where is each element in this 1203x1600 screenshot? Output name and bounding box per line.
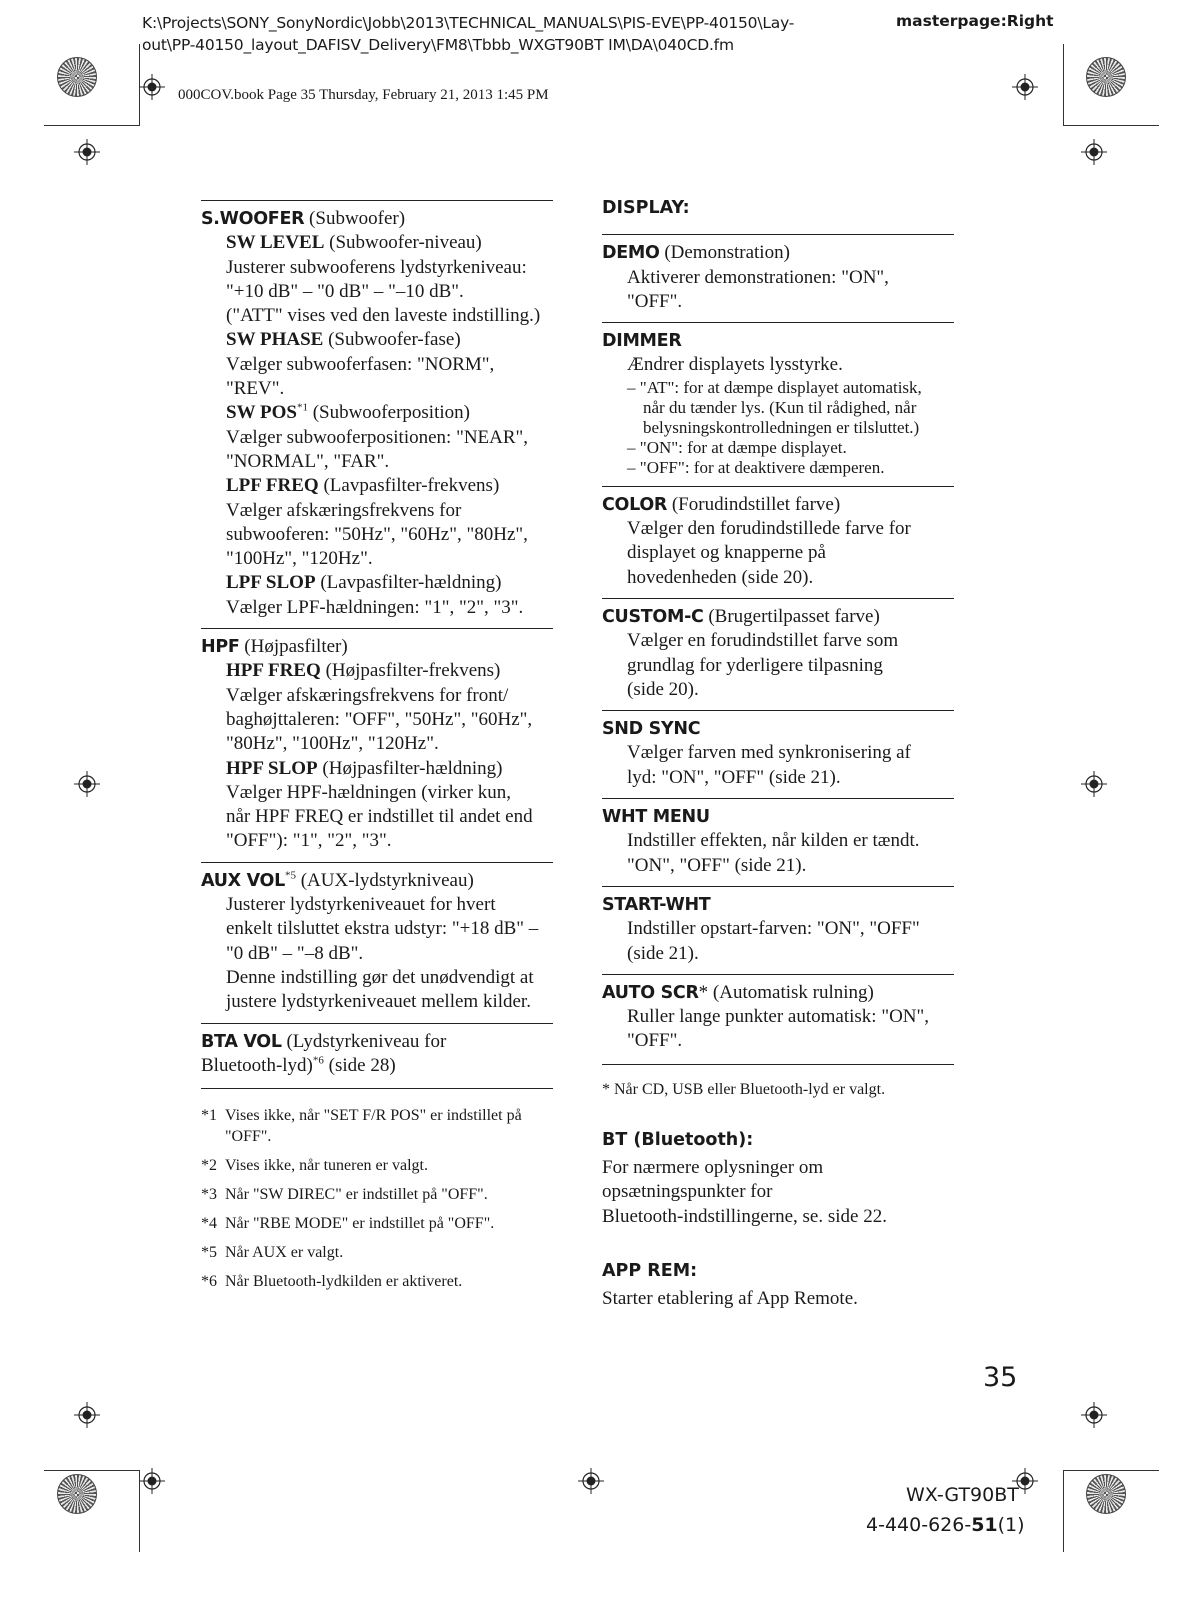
text-line: – "AT": for at dæmpe displayet automatisk, [627,377,922,397]
footnote-text: Når "RBE MODE" er indstillet på "OFF". [225,1215,495,1233]
keyword-auto-scr: AUTO SCR [602,982,699,1003]
registration-rosette-icon [57,57,97,97]
footnote [201,1271,553,1292]
footnote-mark: *5 [201,1244,217,1262]
section-custom-c [602,598,954,710]
keyword-hpf-slop: HPF SLOP [226,757,318,779]
footnote-text: Når Bluetooth-lydkilden er aktiveret. [225,1273,463,1291]
section-snd-sync [602,710,954,798]
section-title: (Lydstyrkeniveau for [281,1030,447,1052]
footnote [201,1242,553,1263]
text-line: (side 28) [323,1054,396,1076]
footnote-mark: *3 [201,1186,217,1204]
text-line: Denne indstilling gør det unødvendigt at [226,966,534,988]
footnote [201,1105,553,1147]
part-number-bold: 51 [971,1514,998,1536]
text-line: Vælger subwooferpositionen: "NEAR", [226,426,529,448]
footnote [201,1213,553,1234]
section-color [602,486,954,598]
keyword-bta-vol: BTA VOL [201,1031,282,1052]
text-line: grundlag for yderligere tilpasning [627,654,883,676]
item-title: (Subwoofer-niveau) [324,232,482,254]
section-demo [602,234,954,322]
keyword-snd-sync: SND SYNC [602,719,701,740]
item-title: (Subwooferposition) [307,402,470,424]
crosshair-icon [1012,74,1038,100]
text-line: justere lydstyrkeniveauet mellem kilder. [226,991,531,1013]
text-line: Vælger subwooferfasen: "NORM", [226,353,495,375]
keyword-color: COLOR [602,494,668,515]
footnote-ref: *6 [312,1054,324,1067]
text-line: Indstiller opstart-farven: "ON", "OFF" [627,918,920,940]
model-number: WX-GT90BT [906,1484,1019,1506]
text-line: Indstiller effekten, når kilden er tændt. [627,830,920,852]
crosshair-icon [1081,771,1107,797]
keyword-swoofer: S.WOOFER [201,209,305,229]
footnote-text: Vises ikke, når "SET F/R POS" er indstillet på "OFF". [225,1107,522,1146]
keyword-hpf: HPF [201,637,240,658]
keyword-start-wht: START-WHT [602,894,711,915]
footnote-mark: *6 [201,1273,217,1291]
crosshair-icon [74,771,100,797]
text-line: "80Hz", "100Hz", "120Hz". [226,733,439,755]
book-info: 000COV.book Page 35 Thursday, February 21, 2013 1:45 PM [178,87,549,103]
text-line: Ruller lange punkter automatisk: "ON", [627,1006,930,1028]
registration-rosette-icon [1086,1474,1126,1514]
footnote-mark: *1 [201,1107,217,1125]
part-number [866,1514,1025,1536]
section-bta-vol [201,1023,553,1090]
footnote-ref: * [698,981,709,1003]
footnote [201,1184,553,1205]
text-line: "+10 dB" – "0 dB" – "–10 dB". [226,280,464,302]
text-line: subwooferen: "50Hz", "60Hz", "80Hz", [226,523,528,545]
crosshair-icon [74,139,100,165]
keyword-sw-level: SW LEVEL [226,232,325,254]
text-line: lyd: "ON", "OFF" (side 21). [627,766,841,788]
text-line: baghøjttaleren: "OFF", "50Hz", "60Hz", [226,708,533,730]
section-title: (Demonstration) [659,242,790,264]
text-line: Vælger den forudindstillede farve for [627,518,911,540]
text-line: hovedenheden (side 20). [627,566,814,588]
item-title: (Højpasfilter-frekvens) [320,660,501,682]
text-line: (side 20). [627,678,699,700]
text-line: "NORMAL", "FAR". [226,450,390,472]
file-path-line-1: K:\Projects\SONY_SonyNordic\Jobb\2013\TECHNICAL_MANUALS\PIS-EVE\PP-40150\Lay- [142,14,795,32]
text-line: "OFF". [627,290,683,312]
footnote-text: Når AUX er valgt. [225,1244,344,1262]
keyword-wht-menu: WHT MENU [602,807,710,828]
bullet-item: – "ON": for at dæmpe displayet. [627,437,847,457]
text-line: når HPF FREQ er indstillet til andet end [226,806,533,828]
section-title: (Subwoofer) [304,208,406,229]
part-number-prefix: 4-440-626- [866,1514,972,1536]
file-path [142,12,842,56]
item-title: (Lavpasfilter-frekvens) [318,475,500,497]
section-aux-vol [201,862,553,1023]
text-line: "100Hz", "120Hz". [226,548,373,570]
right-column [602,196,954,1312]
text-line: Aktiverer demonstrationen: "ON", [627,266,889,288]
footnote-text: Vises ikke, når tuneren er valgt. [225,1157,428,1175]
text-line: For nærmere oplysninger om [602,1157,824,1179]
section-auto-scr [602,974,954,1065]
bt-heading: BT (Bluetooth): [602,1129,754,1150]
text-line: ("ATT" vises ved den laveste indstilling.) [226,305,541,327]
keyword-demo: DEMO [602,243,660,264]
keyword-sw-pos: SW POS [226,402,297,424]
item-title: (Lavpasfilter-hældning) [315,572,502,594]
bullet-item [602,378,954,438]
crosshair-icon [139,1468,165,1494]
section-title: (Forudindstillet farve) [667,493,841,515]
text-line: når du tænder lys. (Kun til rådighed, når [643,397,917,417]
crosshair-icon [74,1402,100,1428]
footnote-mark: *2 [201,1157,217,1175]
keyword-hpf-freq: HPF FREQ [226,660,321,682]
section-dimmer [602,322,954,486]
keyword-dimmer: DIMMER [602,331,682,352]
footnotes [201,1105,553,1292]
display-heading: DISPLAY: [602,198,690,218]
registration-rosette-icon [57,1474,97,1514]
section-title: (Automatisk rulning) [708,981,874,1003]
text-line: belysningskontrolledningen er tilsluttet.) [643,417,920,437]
text-line: Justerer lydstyrkeniveauet for hvert [226,894,496,916]
text-line: "ON", "OFF" (side 21). [627,854,807,876]
app-rem-heading: APP REM: [602,1260,698,1281]
crosshair-icon [1081,139,1107,165]
text-line: Bluetooth-lyd) [201,1054,313,1076]
crosshair-icon [578,1468,604,1494]
section-swoofer [201,200,553,628]
keyword-lpf-freq: LPF FREQ [226,475,319,497]
page-number: 35 [983,1362,1018,1393]
footnote-ref: *5 [284,869,296,882]
section-title: (Højpasfilter) [239,636,348,658]
item-title: (Højpasfilter-hældning) [317,757,503,779]
footnote-text: Når "SW DIREC" er indstillet på "OFF". [225,1186,488,1204]
text-line: "0 dB" – "–8 dB". [226,942,364,964]
text-line: Bluetooth-indstillingerne, se. side 22. [602,1205,887,1227]
masterpage-label: masterpage:Right [896,12,1054,30]
bullet-item: – "OFF": for at deaktivere dæmperen. [627,457,885,477]
section-title: (AUX-lydstyrkniveau) [295,869,474,891]
keyword-aux-vol: AUX VOL [201,870,285,891]
file-path-line-2: out\PP-40150_layout_DAFISV_Delivery\FM8\Tbbb_WXGT90BT IM\DA\040CD.fm [142,36,734,54]
text-line: enkelt tilsluttet ekstra udstyr: "+18 dB" – [226,918,539,940]
footnote [201,1155,553,1176]
text-line: Vælger afskæringsfrekvens for front/ [226,684,509,706]
section-start-wht [602,886,954,974]
text-line: (side 21). [627,942,699,964]
footnote-mark: *4 [201,1215,217,1233]
section-title: (Brugertilpasset farve) [703,605,880,627]
text-line: Vælger en forudindstillet farve som [627,630,899,652]
crosshair-icon [139,74,165,100]
text-line: Vælger LPF-hældningen: "1", "2", "3". [226,596,524,618]
text-line: Justerer subwooferens lydstyrkeniveau: [226,256,527,278]
keyword-sw-phase: SW PHASE [226,329,324,351]
text-line: Vælger HPF-hældningen (virker kun, [226,781,511,803]
item-title: (Subwoofer-fase) [323,329,461,351]
footnote-ref: *1 [296,402,308,415]
text-line: displayet og knapperne på [627,542,826,564]
text-line: Vælger farven med synkronisering af [627,742,911,764]
crosshair-icon [1081,1402,1107,1428]
text-line: opsætningspunkter for [602,1181,773,1203]
section-wht-menu [602,798,954,886]
left-column [201,200,553,1300]
section-hpf [201,628,553,862]
keyword-custom-c: CUSTOM-C [602,606,704,627]
text-line: "OFF"): "1", "2", "3". [226,830,392,852]
text-line: "OFF". [627,1030,683,1052]
registration-rosette-icon [1086,57,1126,97]
text-line: Starter etablering af App Remote. [602,1288,858,1310]
text-line: "REV". [226,378,285,400]
part-number-suffix: (1) [997,1514,1025,1536]
keyword-lpf-slop: LPF SLOP [226,572,316,594]
footnote: * Når CD, USB eller Bluetooth-lyd er valgt. [602,1080,886,1098]
text-line: Ændrer displayets lysstyrke. [627,354,843,376]
text-line: Vælger afskæringsfrekvens for [226,499,462,521]
